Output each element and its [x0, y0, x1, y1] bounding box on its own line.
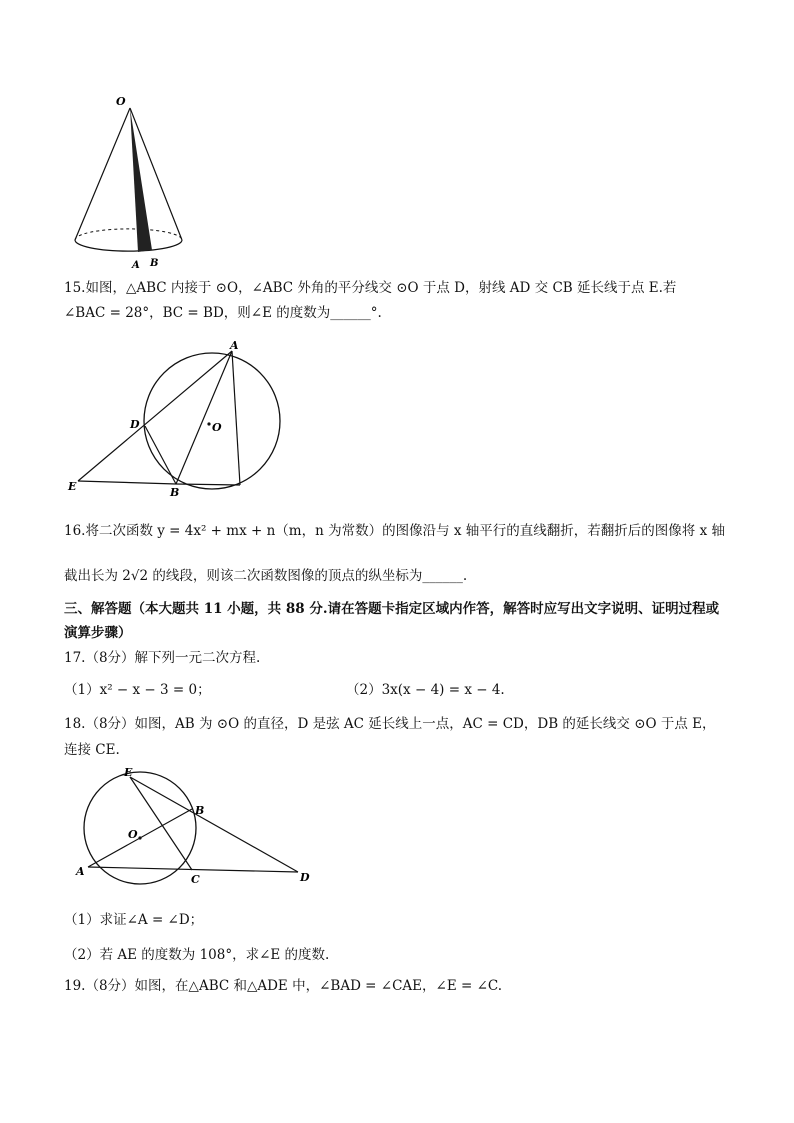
q17-part2: （2）3x(x − 4) = x − 4. [346, 682, 505, 698]
cone-label-a: A [132, 260, 140, 271]
q15-line1: 15.如图，△ABC 内接于 ⊙O，∠ABC 外角的平分线交 ⊙O 于点 D，射线 AD 交 CB 延长线于点 E.若 [64, 280, 677, 296]
cone-base-front [75, 240, 182, 251]
q16-line2: 截出长为 2√2 的线段，则该二次函数图像的顶点的纵坐标为______. [64, 568, 468, 584]
q19-line1: 19.（8分）如图，在△ABC 和△ADE 中，∠BAD = ∠CAE，∠E = ∠C. [64, 978, 503, 994]
cone-left-edge [75, 108, 130, 240]
fig18-seg-ed [130, 777, 298, 872]
cone-shaded-sector [130, 108, 152, 252]
fig18-figure [72, 765, 317, 890]
fig15-seg-ab [176, 351, 232, 484]
cone-label-o: O [116, 95, 126, 108]
fig15-seg-db [145, 426, 176, 484]
cone-label-b: B [150, 258, 159, 269]
q18-part2: （2）若 AE 的度数为 108°，求∠E 的度数. [64, 947, 330, 963]
fig15-label-o: O [212, 421, 222, 434]
fig15-center-dot [207, 422, 210, 425]
cone-figure [60, 88, 200, 273]
fig15-label-b: B [170, 486, 180, 499]
fig15-label-a: A [230, 339, 239, 352]
fig18-label-a: A [76, 865, 85, 878]
q18-line2: 连接 CE. [64, 742, 120, 758]
fig18-label-c: C [191, 873, 200, 886]
fig18-label-o: O [128, 828, 138, 841]
fig18-label-e: E [124, 766, 133, 779]
q15-line2: ∠BAC = 28°，BC = BD，则∠E 的度数为______°. [64, 305, 382, 321]
fig15-seg-eb [78, 481, 176, 484]
fig15-figure [64, 338, 294, 503]
fig15-seg-bc [176, 484, 240, 485]
fig18-center-dot [138, 836, 141, 839]
q18-part1: （1）求证∠A = ∠D； [64, 912, 204, 928]
fig18-label-d: D [300, 871, 310, 884]
fig18-label-b: B [195, 804, 205, 817]
fig15-ray-ea [78, 351, 232, 481]
q17-title: 17.（8分）解下列一元二次方程. [64, 650, 261, 666]
fig15-seg-ac [232, 351, 240, 485]
cone-base-back [75, 229, 182, 240]
section3-heading-line2: 演算步骤） [64, 625, 132, 641]
fig15-label-d: D [130, 418, 140, 431]
section3-heading-line1: 三、解答题（本大题共 11 小题，共 88 分.请在答题卡指定区域内作答，解答时应写出文字说明、证明过程或 [64, 601, 720, 617]
fig15-label-e: E [68, 480, 77, 493]
q16-line1: 16.将二次函数 y = 4x² + mx + n（m，n 为常数）的图像沿与 x 轴平行的直线翻折，若翻折后的图像将 x 轴 [64, 523, 725, 539]
q17-part1: （1）x² − x − 3 = 0； [64, 682, 211, 698]
fig18-seg-ad [88, 867, 298, 872]
q18-line1: 18.（8分）如图，AB 为 ⊙O 的直径，D 是弦 AC 延长线上一点，AC = CD，DB 的延长线交 ⊙O 于点 E， [64, 716, 716, 732]
